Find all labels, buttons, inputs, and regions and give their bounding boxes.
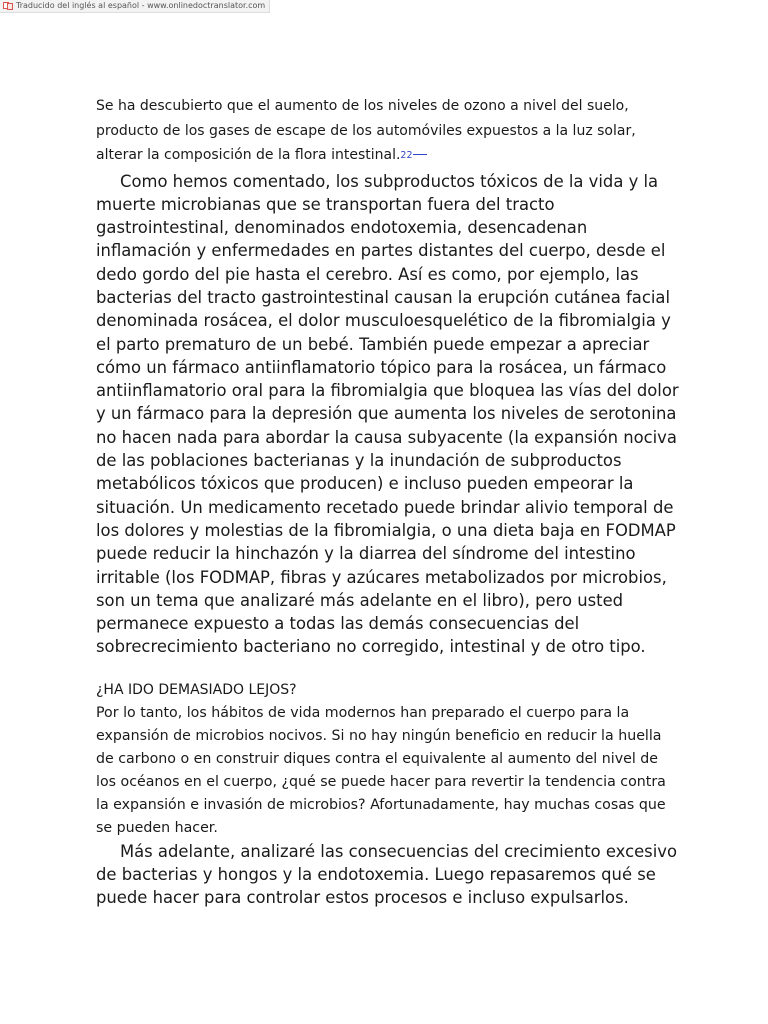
section-heading: ¿HA IDO DEMASIADO LEJOS? — [96, 681, 297, 698]
paragraph-endotoxemia: Como hemos comentado, los subproductos tóxicos de la vida y la muerte microbianas que se transportan fuera del tracto gastrointestinal, denominados endotoxemia, desencadenan inflamación y enfermedades en partes distantes del cuerpo, desde el dedo gordo del pie hasta el cerebro. Así es como, por ejemplo, las bacterias del tracto gastrointestinal causan la erupción cutánea facial denominada rosácea, el dolor musculoesquelético de la fibromialgia y el parto prematuro de un bebé. También puede empezar a apreciar cómo un fármaco antiinflamatorio tópico para la rosácea, un fármaco antiinflamatorio oral para la fibromialgia que bloquea las vías del dolor y un fármaco para la depresión que aumenta los niveles de serotonina no hacen nada para abordar la causa subyacente (la expansión nociva de las poblaciones bacterianas y la inundación de subproductos metabólicos tóxicos que producen) e incluso pueden empeorar la situación. Un medicamento recetado puede brindar alivio temporal de los dolores y molestias de la fibromialgia, o una dieta baja en FODMAP puede reducir la hinchazón y la diarrea del síndrome del intestino irritable (los FODMAP, fibras y azúcares metabolizados por microbios, son un tema que analizaré más adelante en el libro), pero usted permanece expuesto a todas las demás consecuencias del sobrecrecimiento bacteriano no corregido, intestinal y de otro tipo. — [96, 171, 679, 657]
paragraph-ozone — [96, 94, 682, 170]
paragraph-modern-habits: Por lo tanto, los hábitos de vida modernos han preparado el cuerpo para la expansión de microbios nocivos. Si no hay ningún beneficio en reducir la huella de carbono o en construir diques contra el equivalente al aumento del nivel de los océanos en el cuerpo, ¿qué se puede hacer para revertir la tendencia contra la expansión e invasión de microbios? Afortunadamente, hay muchas cosas que se pueden hacer. — [96, 704, 666, 836]
document-page — [96, 94, 682, 910]
paragraph-ozone-text: Se ha descubierto que el aumento de los niveles de ozono a nivel del suelo, producto de los gases de escape de los automóviles expuestos a la luz solar, alterar la composición de la flora intestinal. — [96, 98, 636, 163]
section-gap — [96, 659, 682, 679]
footnote-underline — [413, 154, 427, 155]
banner-text[interactable]: Traducido del inglés al español - www.onlinedoctranslator.com — [16, 1, 266, 10]
paragraph-consequences: Más adelante, analizaré las consecuencias del crecimiento excesivo de bacterias y hongos y la endotoxemia. Luego repasaremos qué se puede hacer para controlar estos procesos e incluso expulsarlos. — [96, 841, 677, 908]
document-translate-icon — [3, 2, 14, 10]
footnote-link[interactable]: 22 — [400, 150, 413, 161]
translation-banner[interactable] — [0, 0, 270, 13]
